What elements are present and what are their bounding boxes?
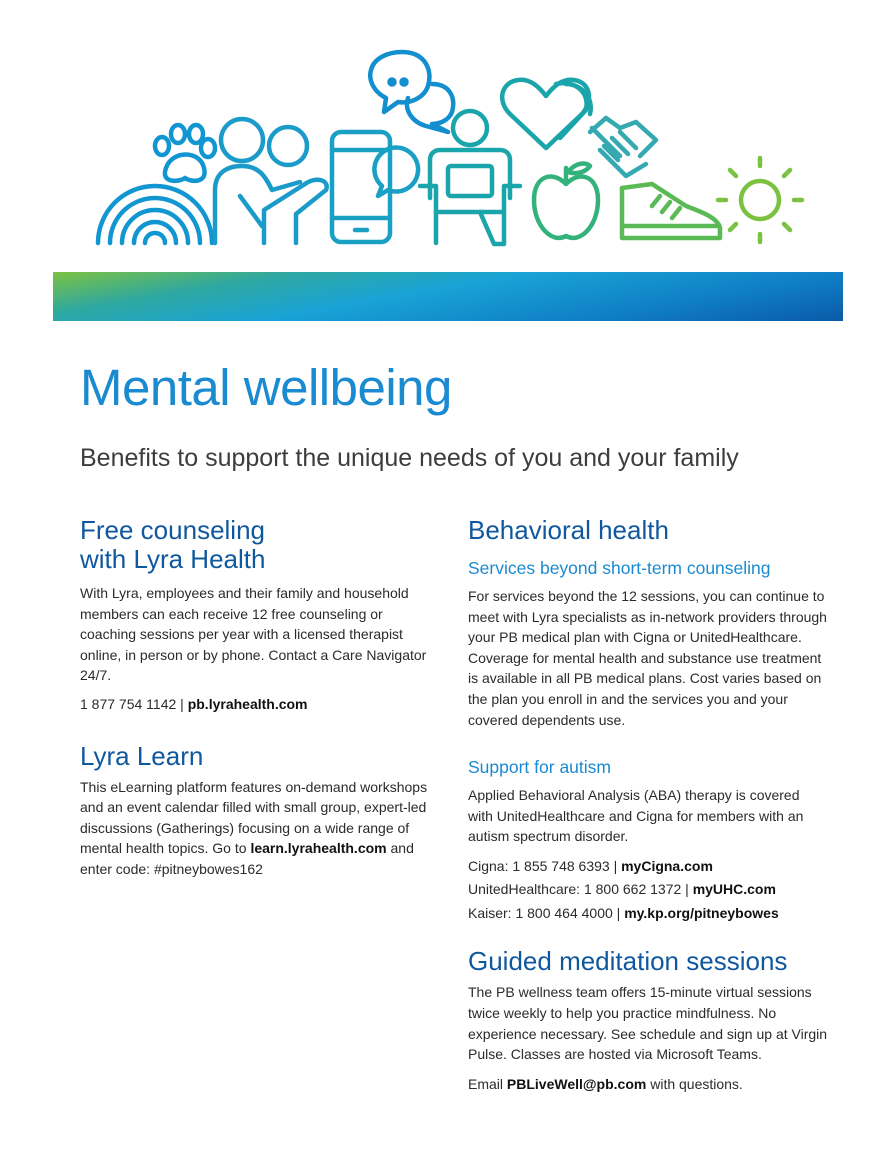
chat-bubbles-icon: [370, 52, 453, 132]
behavioral-body: For services beyond the 12 sessions, you can continue to meet with Lyra specialists as in-network providers through your PB medical plan with Cigna or UnitedHealthcare. Coverage for mental health and substance use treatment is available in all PB medical plans. Cost varies based on the plan you enroll in and the services you and your covered dependents use.: [468, 588, 827, 728]
heart-icon: [502, 80, 591, 148]
lyra-heading-line2: with Lyra Health: [80, 544, 266, 574]
rainbow-icon: [98, 186, 212, 243]
page-title: Mental wellbeing: [80, 359, 452, 416]
family-hug-icon: [215, 119, 327, 243]
uhc-contact: [468, 881, 776, 897]
cigna-contact: [468, 858, 713, 874]
right-column: [468, 516, 828, 1094]
person-with-laptop-icon: [420, 111, 520, 244]
email-link[interactable]: PBLiveWell@pb.com: [506, 1075, 647, 1092]
uhc-link[interactable]: myUHC.com: [692, 881, 776, 898]
autism-subheading: Support for autism: [468, 757, 611, 778]
sneaker-icon: [622, 184, 720, 238]
lyra-learn-section: [80, 742, 430, 880]
email-suffix: with questions.: [646, 1075, 743, 1092]
learn-heading: Lyra Learn: [80, 740, 204, 771]
left-column: [80, 516, 430, 880]
meditation-heading: Guided meditation sessions: [468, 946, 788, 977]
kaiser-contact: [468, 905, 779, 921]
behavioral-heading: Behavioral health: [468, 515, 669, 545]
learn-body: [80, 777, 430, 880]
lyra-heading: [80, 516, 430, 574]
learn-body-text: This eLearning platform features on-demand workshops and an event calendar filled with small group, expert-led discussions (Gatherings) focusing on a wide range of mental health topics. Go to: [80, 778, 428, 857]
sun-icon: [718, 158, 802, 242]
wellbeing-illustration: [0, 0, 896, 260]
meditation-section: [468, 947, 828, 1094]
gradient-banner: [53, 272, 843, 321]
autism-section: [468, 756, 828, 925]
email-prefix: Email: [468, 1075, 507, 1092]
handshake-icon: [590, 118, 656, 176]
behavioral-health-section: [468, 516, 828, 730]
lyra-health-section: [80, 516, 430, 715]
lyra-link[interactable]: pb.lyrahealth.com: [187, 695, 308, 712]
apple-icon: [534, 164, 598, 238]
autism-body: Applied Behavioral Analysis (ABA) therapy is covered with UnitedHealthcare and Cigna for members with an autism spectrum disorder.: [468, 787, 804, 845]
learn-link[interactable]: learn.lyrahealth.com: [250, 840, 387, 857]
behavioral-subheading: Services beyond short-term counseling: [468, 558, 771, 578]
paw-print-icon: [155, 125, 215, 181]
autism-contacts: [468, 855, 828, 926]
kaiser-link[interactable]: my.kp.org/pitneybowes: [624, 904, 779, 921]
meditation-email-line: [468, 1074, 828, 1095]
lyra-contact: [80, 694, 430, 715]
page-subtitle: Benefits to support the unique needs of you and your family: [80, 444, 739, 472]
learn-body-after: and enter code: #pitneybowes162: [80, 840, 414, 877]
lyra-phone: 1 877 754 1142 |: [80, 695, 188, 712]
lyra-heading-line1: Free counseling: [80, 515, 265, 545]
kaiser-label: Kaiser: 1 800 464 4000 |: [468, 904, 625, 921]
cigna-link[interactable]: myCigna.com: [621, 857, 713, 874]
uhc-label: UnitedHealthcare: 1 800 662 1372 |: [468, 881, 693, 898]
meditation-body: The PB wellness team offers 15-minute virtual sessions twice weekly to help you practice mindfulness. No experience necessary. See schedule and sign up at Virgin Pulse. Classes are hosted via Microsoft Teams.: [468, 984, 828, 1063]
lyra-body: With Lyra, employees and their family and household members can each receive 12 free counseling or coaching sessions per year with a licensed therapist online, in person or by phone. Contact a Care Navigator 24/7.: [80, 585, 427, 684]
cigna-label: Cigna: 1 855 748 6393 |: [468, 857, 622, 874]
smartphone-icon: [332, 132, 418, 242]
